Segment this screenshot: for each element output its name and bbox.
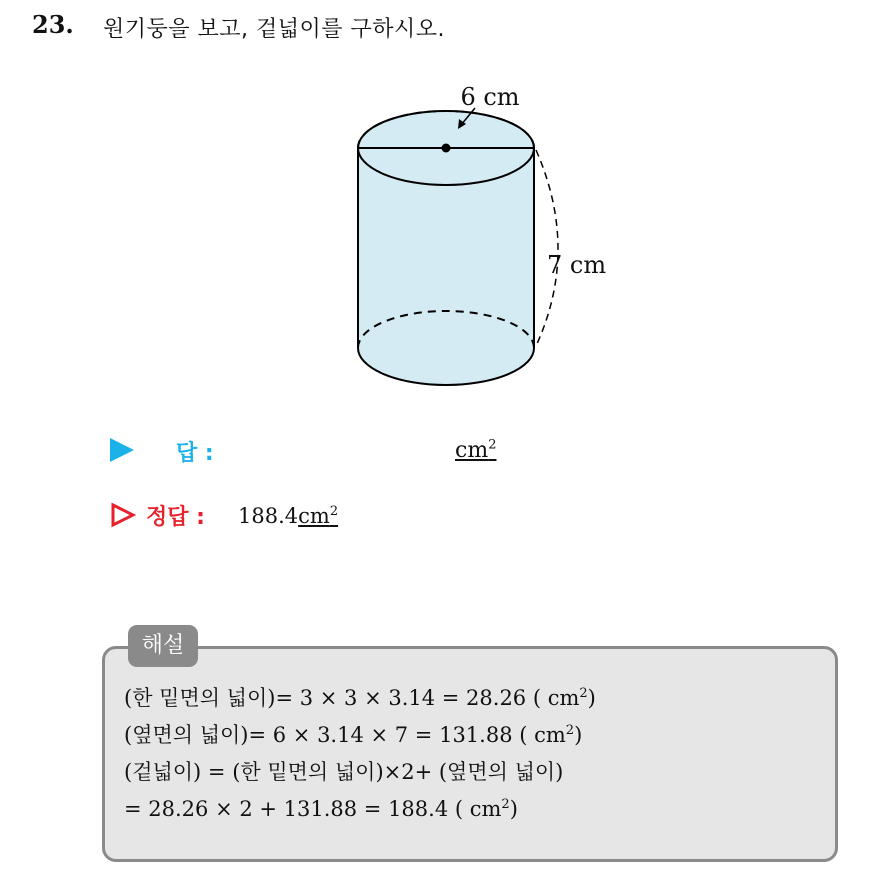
height-dimension-label: 7 cm: [547, 251, 607, 279]
question-number: 23.: [32, 10, 74, 39]
top-dimension-label: 6 cm: [460, 83, 520, 111]
correct-answer-unit-group: [298, 504, 338, 528]
correct-answer-label: 정답 :: [146, 505, 205, 530]
question-text: 원기둥을 보고, 겉넓이를 구하시오.: [103, 17, 445, 42]
solution-line-4-tail: ): [509, 797, 518, 821]
solution-line-4-exponent: 2: [501, 797, 510, 812]
height-dimension-arc: [536, 150, 558, 346]
answer-unit-exponent: 2: [488, 437, 497, 453]
correct-arrow-icon: [110, 502, 136, 528]
correct-answer-unit-exponent: 2: [329, 504, 339, 519]
solution-line-3: [124, 754, 824, 791]
solution-line-1-exponent: 2: [579, 686, 588, 701]
solution-line-2-text: (옆면의 넓이)= 6 × 3.14 × 7 = 131.88 ( cm: [124, 723, 566, 747]
solution-line-1-tail: ): [587, 686, 596, 710]
solution-line-2-exponent: 2: [565, 723, 575, 738]
solution-tab: 해설: [128, 625, 198, 667]
solution-line-2: [124, 717, 824, 754]
solution-lines: [124, 680, 824, 828]
cylinder-diagram: [340, 80, 640, 400]
answer-arrow-icon: [110, 438, 134, 462]
answer-unit: cm: [455, 438, 489, 463]
answer-row: [110, 436, 530, 470]
answer-label: 답 :: [176, 441, 214, 466]
solution-line-4-text: = 28.26 × 2 + 131.88 = 188.4 ( cm: [124, 797, 502, 821]
solution-line-4: [124, 791, 824, 828]
solution-line-1: [124, 680, 824, 717]
correct-answer-row: [110, 500, 530, 534]
correct-answer-value: 188.4: [238, 504, 299, 528]
solution-line-1-text: (한 밑면의 넓이)= 3 × 3 × 3.14 = 28.26 ( cm: [124, 686, 580, 710]
answer-blank[interactable]: [455, 438, 496, 463]
correct-answer-unit: cm: [298, 504, 330, 528]
solution-line-3-text: (겉넓이) = (한 밑면의 넓이)×2+ (옆면의 넓이): [124, 760, 564, 784]
cylinder-figure: [340, 80, 640, 400]
solution-line-2-tail: ): [574, 723, 583, 747]
center-dot: [442, 144, 451, 153]
correct-answer-value-group: [238, 504, 338, 528]
